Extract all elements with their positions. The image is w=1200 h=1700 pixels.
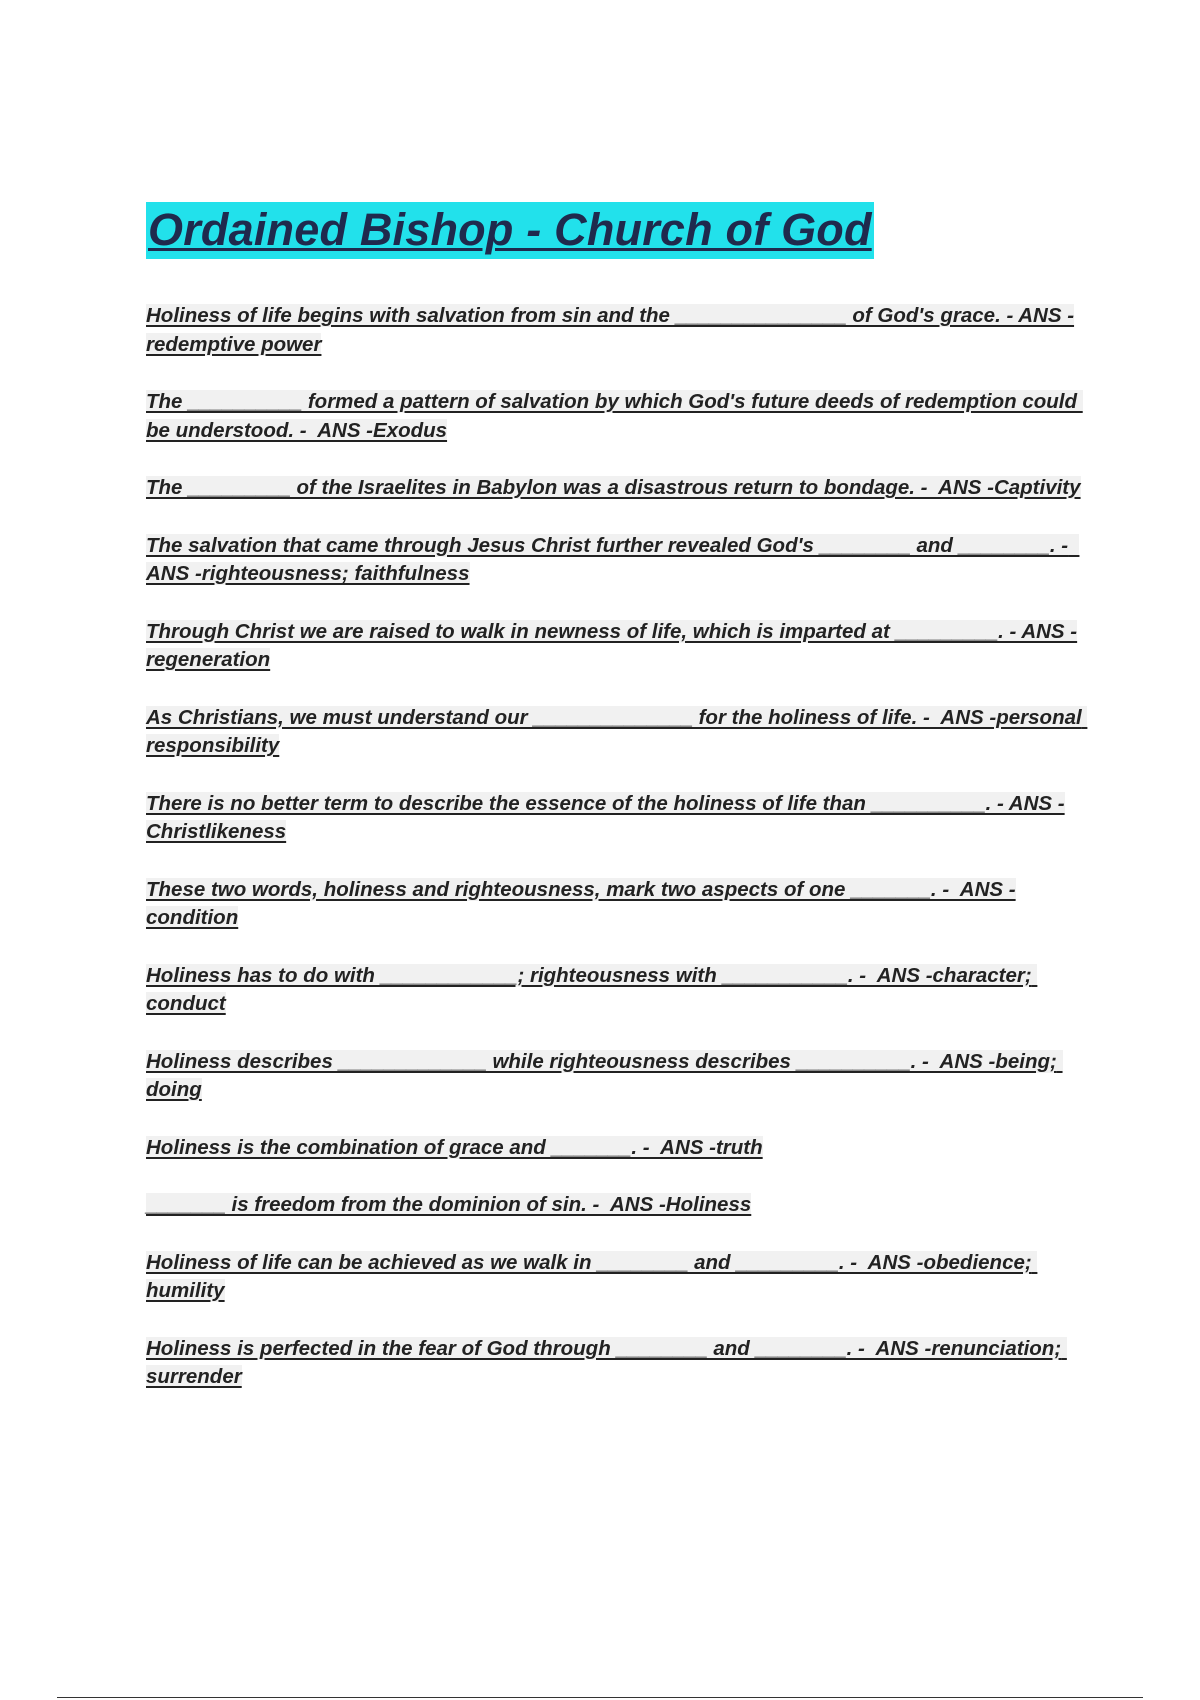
qa-item — [146, 618, 1086, 675]
qa-item — [146, 790, 1086, 847]
qa-text: The _________ of the Israelites in Babylon was a disastrous return to bondage. - ANS -Captivity — [146, 476, 1081, 499]
qa-item — [146, 388, 1086, 445]
qa-item — [146, 704, 1086, 761]
qa-text: Holiness of life can be achieved as we walk in ________ and _________. - ANS -obedience; humility — [146, 1250, 1038, 1302]
qa-text: The __________ formed a pattern of salvation by which God's future deeds of redemption could be understood. - ANS -Exodus — [146, 390, 1083, 442]
qa-text: Holiness describes _____________ while righteousness describes __________. - ANS -being; doing — [146, 1049, 1063, 1101]
document-title: Ordained Bishop - Church of God — [146, 202, 874, 259]
qa-item — [146, 1134, 1086, 1163]
qa-text: As Christians, we must understand our ______________ for the holiness of life. - ANS -personal responsibility — [146, 705, 1088, 757]
qa-item — [146, 1249, 1086, 1306]
qa-text: There is no better term to describe the essence of the holiness of life than __________. - ANS -Christlikeness — [146, 791, 1065, 843]
qa-text: Holiness of life begins with salvation from sin and the _______________ of God's grace. - ANS -redemptive power — [146, 304, 1075, 356]
qa-text: Through Christ we are raised to walk in newness of life, which is imparted at _________. - ANS -regeneration — [146, 619, 1078, 671]
qa-item — [146, 532, 1086, 589]
qa-item — [146, 1048, 1086, 1105]
document-page — [146, 202, 1086, 1421]
qa-text: Holiness is the combination of grace and _______. - ANS -truth — [146, 1135, 763, 1159]
qa-text: Holiness is perfected in the fear of God through ________ and ________. - ANS -renunciation; surrender — [146, 1336, 1067, 1388]
qa-item — [146, 1191, 1086, 1220]
qa-text: Holiness has to do with ____________; righteousness with ___________. - ANS -character; conduct — [146, 963, 1038, 1015]
qa-text: The salvation that came through Jesus Christ further revealed God's ________ and ________. - ANS -righteousness; faithfulness — [146, 533, 1080, 585]
qa-text: These two words, holiness and righteousness, mark two aspects of one _______. - ANS -condition — [146, 877, 1016, 929]
qa-item — [146, 474, 1086, 503]
qa-text: _______ is freedom from the dominion of sin. - ANS -Holiness — [146, 1193, 752, 1216]
qa-item — [146, 876, 1086, 933]
qa-item — [146, 962, 1086, 1019]
qa-item — [146, 302, 1086, 359]
qa-item — [146, 1335, 1086, 1392]
footer-divider — [57, 1697, 1143, 1698]
title-block — [146, 202, 1086, 259]
